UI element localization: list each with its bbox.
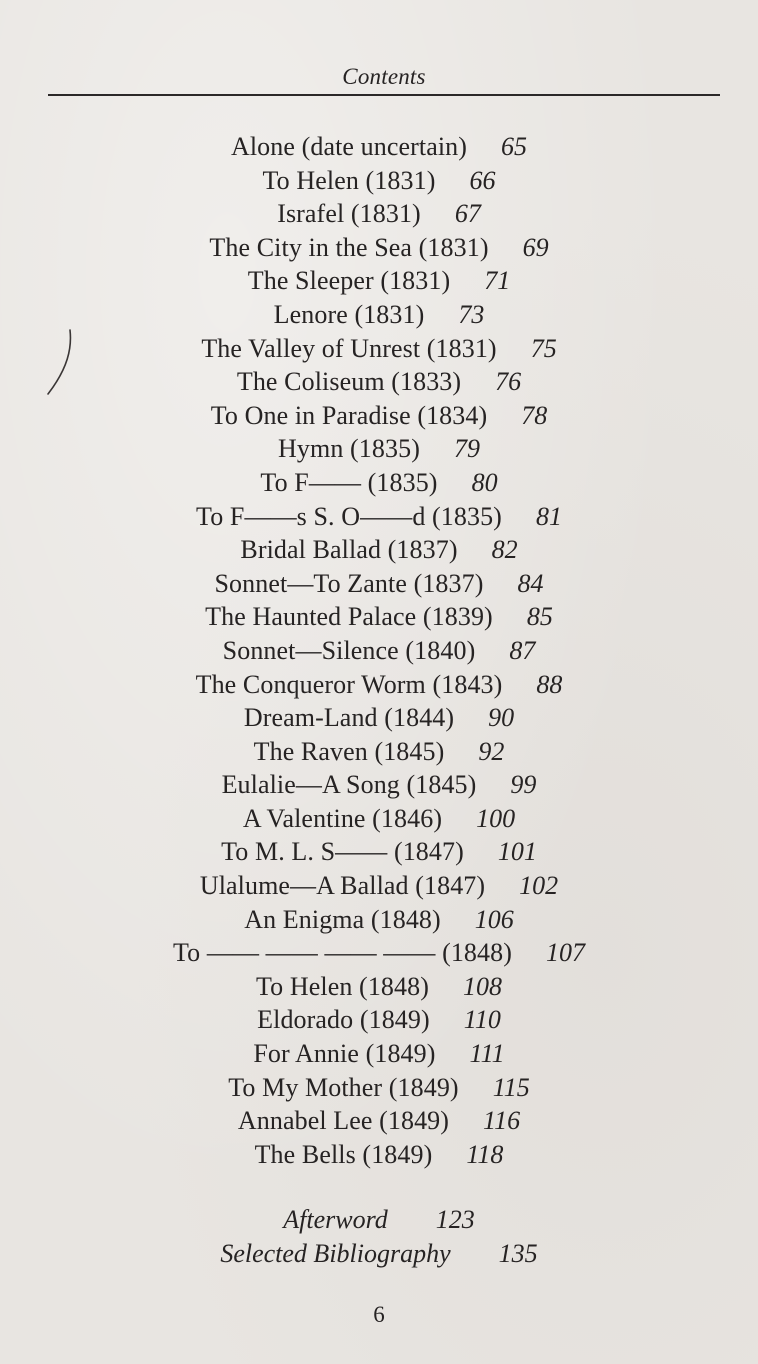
toc-entry-title: Eulalie—A Song (1845) (221, 770, 477, 800)
toc-entry-page: 65 (501, 132, 528, 161)
toc-entry-page: 108 (462, 971, 502, 1001)
toc-entry-page: 118 (466, 1139, 504, 1169)
toc-entry-title: The Conqueror Worm (1843) (195, 669, 503, 699)
toc-entry-page: 106 (474, 904, 514, 934)
toc-entry-page: 79 (453, 434, 480, 464)
toc-entry-title: To M. L. S—— (1847) (221, 837, 464, 867)
toc-entry (0, 668, 758, 702)
toc-entry-page: 81 (535, 501, 562, 531)
back-matter (0, 1203, 758, 1271)
toc-entry-title: The City in the Sea (1831) (209, 232, 489, 262)
toc-entry-title: To F——s S. O——d (1835) (196, 501, 502, 531)
toc-entry-title: Annabel Lee (1849) (237, 1106, 450, 1136)
back-matter-page: 135 (498, 1239, 538, 1268)
toc-entry-page: 88 (536, 669, 563, 699)
toc-entry-page: 71 (484, 266, 511, 296)
toc-entry (0, 600, 758, 634)
toc-entry (0, 869, 758, 903)
toc-entry-title: To One in Paradise (1834) (210, 400, 488, 430)
toc-entry-title: The Valley of Unrest (1831) (201, 333, 497, 363)
toc-entry-page: 115 (492, 1072, 530, 1102)
toc-entry-page: 82 (491, 535, 518, 565)
toc-entry (0, 1037, 758, 1071)
toc-entry-page: 116 (483, 1106, 521, 1136)
toc-entry-page: 111 (469, 1039, 505, 1069)
toc-entry-title: To Helen (1831) (262, 165, 436, 195)
back-matter-entry (0, 1237, 758, 1271)
toc-entry-title: An Enigma (1848) (244, 904, 441, 934)
toc-entry-title: Sonnet—Silence (1840) (222, 635, 476, 665)
toc-entry-title: To Helen (1848) (256, 971, 429, 1001)
back-matter-title: Selected Bibliography (220, 1239, 451, 1268)
toc-entry-page: 99 (510, 770, 537, 800)
toc-entry-title: Eldorado (1849) (257, 1005, 430, 1035)
toc-entry (0, 264, 758, 298)
table-of-contents (0, 130, 758, 1171)
toc-entry-page: 92 (478, 736, 505, 766)
toc-entry (0, 634, 758, 668)
toc-entry (0, 936, 758, 970)
toc-entry (0, 197, 758, 231)
toc-entry (0, 1138, 758, 1172)
toc-entry (0, 835, 758, 869)
toc-entry-page: 107 (545, 938, 585, 968)
toc-entry (0, 332, 758, 366)
toc-entry-page: 87 (509, 635, 536, 665)
toc-entry-title: Lenore (1831) (273, 299, 425, 329)
toc-entry (0, 701, 758, 735)
toc-entry (0, 164, 758, 198)
back-matter-title: Afterword (283, 1205, 388, 1234)
running-head: Contents (342, 64, 426, 89)
toc-entry-page: 78 (521, 400, 548, 430)
toc-entry-title: Ulalume—A Ballad (1847) (199, 871, 486, 901)
toc-entry-title: The Coliseum (1833) (236, 367, 462, 397)
toc-entry-title: The Raven (1845) (253, 736, 445, 766)
toc-entry-page: 110 (463, 1005, 501, 1035)
toc-entry-title: The Sleeper (1831) (247, 266, 451, 296)
toc-entry (0, 903, 758, 937)
toc-entry (0, 970, 758, 1004)
toc-entry (0, 399, 758, 433)
page-number: 6 (373, 1302, 385, 1327)
toc-entry-title: Alone (date uncertain) (230, 132, 468, 161)
toc-entry-title: To —— —— —— —— (1848) (173, 938, 512, 968)
toc-entry-page: 100 (476, 803, 516, 833)
toc-entry-page: 69 (522, 232, 549, 262)
toc-entry-page: 66 (469, 165, 496, 195)
toc-entry (0, 1071, 758, 1105)
toc-entry-page: 90 (488, 703, 515, 733)
back-matter-entry (0, 1203, 758, 1237)
toc-entry-page: 73 (458, 299, 485, 329)
toc-entry (0, 298, 758, 332)
toc-entry-title: Hymn (1835) (278, 434, 420, 464)
toc-entry (0, 130, 758, 164)
toc-entry (0, 802, 758, 836)
toc-entry (0, 466, 758, 500)
toc-entry-page: 85 (526, 602, 553, 632)
toc-entry-title: The Bells (1849) (254, 1139, 433, 1169)
toc-entry-page: 76 (495, 367, 522, 397)
toc-entry-title: To F—— (1835) (260, 467, 438, 497)
toc-entry (0, 432, 758, 466)
toc-entry (0, 735, 758, 769)
toc-entry-title: Sonnet—To Zante (1837) (214, 568, 484, 598)
toc-entry-page: 84 (517, 568, 544, 598)
header-rule (48, 94, 720, 96)
toc-entry-title: To My Mother (1849) (228, 1072, 459, 1102)
toc-entry (0, 1104, 758, 1138)
toc-entry (0, 533, 758, 567)
toc-entry (0, 231, 758, 265)
toc-entry-page: 102 (519, 871, 559, 901)
toc-entry-title: A Valentine (1846) (242, 803, 443, 833)
toc-entry (0, 365, 758, 399)
toc-entry (0, 768, 758, 802)
toc-entry (0, 1003, 758, 1037)
toc-entry-page: 80 (471, 467, 498, 497)
toc-entry (0, 500, 758, 534)
toc-entry-title: Bridal Ballad (1837) (240, 535, 458, 565)
toc-entry (0, 567, 758, 601)
toc-entry-title: Israfel (1831) (277, 199, 421, 229)
toc-entry-page: 67 (454, 199, 481, 229)
toc-entry-title: Dream-Land (1844) (243, 703, 455, 733)
toc-entry-page: 101 (497, 837, 537, 867)
back-matter-page: 123 (435, 1205, 475, 1234)
toc-entry-title: The Haunted Palace (1839) (205, 602, 493, 632)
toc-entry-page: 75 (530, 333, 557, 363)
toc-entry-title: For Annie (1849) (253, 1039, 436, 1069)
